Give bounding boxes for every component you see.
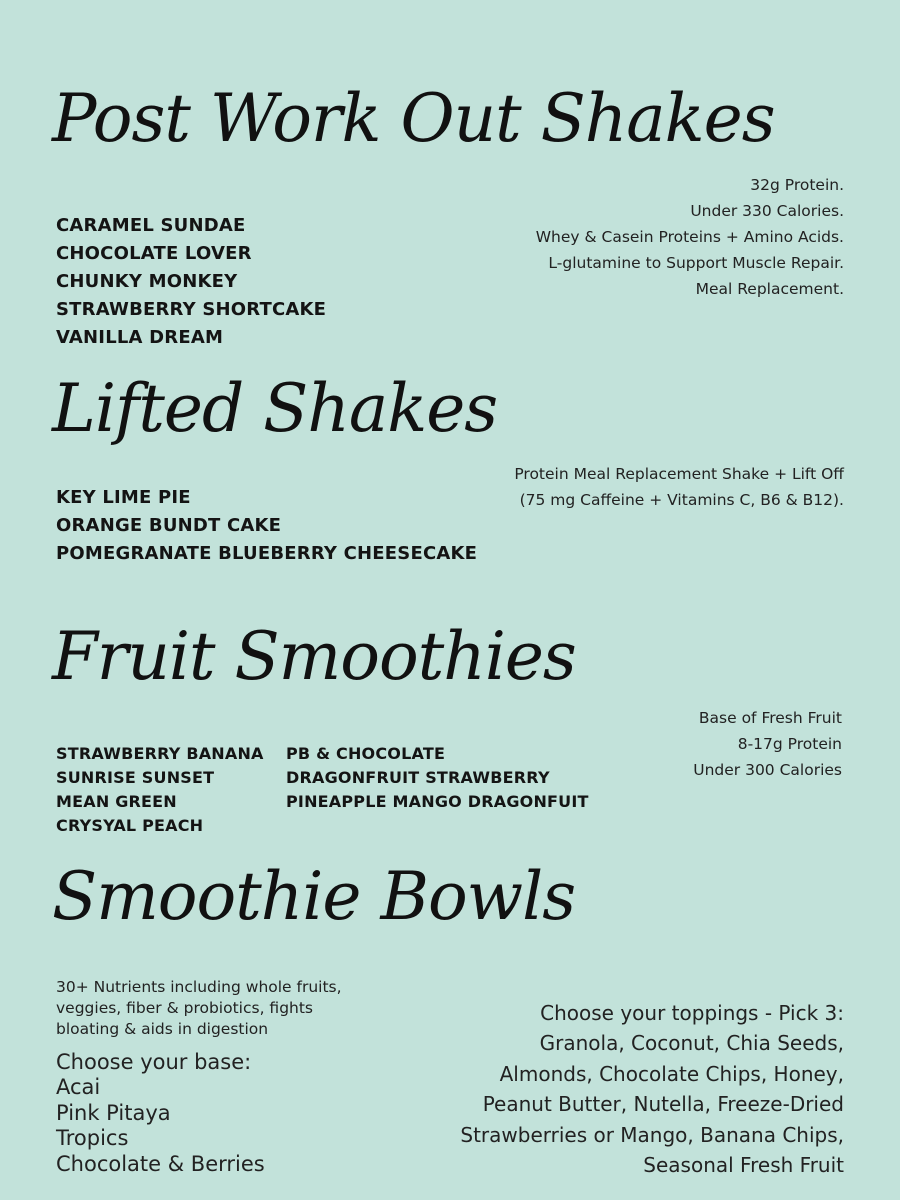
- menu-item: ORANGE BUNDT CAKE: [56, 515, 282, 536]
- info-line: 8-17g Protein: [737, 735, 842, 753]
- menu-item: VANILLA DREAM: [56, 327, 224, 348]
- info-line: Under 330 Calories.: [690, 202, 844, 220]
- section-title-fruit-smoothies: Fruit Smoothies: [52, 618, 576, 695]
- info-line: Protein Meal Replacement Shake + Lift Off: [514, 465, 844, 483]
- menu-item: PB & CHOCOLATE: [286, 744, 446, 763]
- base-option: Chocolate & Berries: [56, 1151, 265, 1176]
- section-title-post-workout-shakes: Post Work Out Shakes: [52, 80, 775, 157]
- choose-toppings-heading: Choose your toppings - Pick 3:: [540, 1001, 844, 1025]
- menu-item: STRAWBERRY BANANA: [56, 744, 264, 763]
- info-line: Meal Replacement.: [695, 280, 844, 298]
- base-options-list: [56, 1075, 265, 1177]
- menu-item: CHOCOLATE LOVER: [56, 243, 252, 264]
- post-workout-shakes-info: [536, 172, 844, 302]
- menu-item: CARAMEL SUNDAE: [56, 215, 246, 236]
- toppings-line: Seasonal Fresh Fruit: [643, 1153, 844, 1177]
- post-workout-shakes-list: [56, 212, 326, 352]
- menu-item: KEY LIME PIE: [56, 487, 191, 508]
- description-line: 30+ Nutrients including whole fruits,: [56, 978, 342, 996]
- lifted-shakes-info: [514, 461, 844, 513]
- toppings-line: Almonds, Chocolate Chips, Honey,: [499, 1061, 844, 1086]
- smoothie-bowls-description: [56, 977, 342, 1040]
- menu-item: STRAWBERRY SHORTCAKE: [56, 299, 327, 320]
- info-line: Base of Fresh Fruit: [698, 709, 842, 727]
- base-option: Acai: [56, 1075, 101, 1099]
- menu-item: SUNRISE SUNSET: [56, 768, 215, 787]
- lifted-shakes-list: [56, 484, 477, 568]
- info-line: Whey & Casein Proteins + Amino Acids.: [535, 228, 844, 246]
- base-option: Pink Pitaya: [56, 1100, 171, 1125]
- section-title-lifted-shakes: Lifted Shakes: [52, 370, 498, 447]
- section-title-smoothie-bowls: Smoothie Bowls: [52, 858, 576, 935]
- info-line: 32g Protein.: [750, 176, 844, 194]
- menu-item: PINEAPPLE MANGO DRAGONFUIT: [286, 792, 589, 811]
- description-line: bloating & aids in digestion: [56, 1020, 269, 1038]
- base-option: Tropics: [56, 1126, 129, 1150]
- toppings-line: Peanut Butter, Nutella, Freeze-Dried: [482, 1092, 844, 1116]
- menu-item: CRYSYAL PEACH: [56, 816, 204, 835]
- description-line: veggies, fiber & probiotics, fights: [56, 999, 314, 1017]
- info-line: Under 300 Calories: [693, 761, 842, 779]
- toppings-list: [460, 1028, 844, 1181]
- menu-item: DRAGONFRUIT STRAWBERRY: [286, 768, 550, 787]
- fruit-smoothies-info: [693, 705, 842, 783]
- menu-item: POMEGRANATE BLUEBERRY CHEESECAKE: [56, 543, 478, 564]
- fruit-smoothies-list-col2: [286, 742, 589, 814]
- toppings-line: Strawberries or Mango, Banana Chips,: [460, 1122, 844, 1147]
- choose-base-heading: Choose your base:: [56, 1050, 252, 1074]
- menu-item: CHUNKY MONKEY: [56, 271, 238, 292]
- fruit-smoothies-list-col1: [56, 742, 264, 838]
- menu-item: MEAN GREEN: [56, 792, 177, 811]
- info-line: L-glutamine to Support Muscle Repair.: [548, 254, 844, 272]
- toppings-line: Granola, Coconut, Chia Seeds,: [539, 1031, 844, 1055]
- info-line: (75 mg Caffeine + Vitamins C, B6 & B12).: [519, 491, 844, 509]
